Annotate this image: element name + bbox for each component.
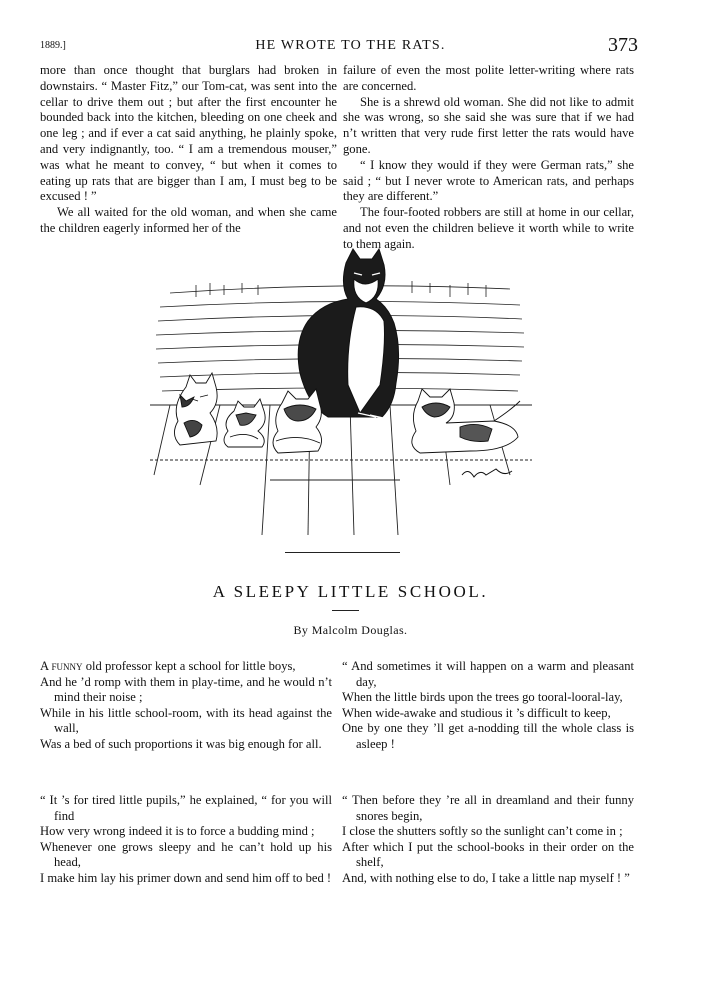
poem-stanza [40, 659, 332, 753]
poem-stanza [342, 659, 634, 753]
kitten [412, 389, 520, 453]
paragraph: She is a shrewd old woman. She did not like to admit she was wrong, so she said she was sure that if we had n’t written that very rude first letter the rats would have gone. [343, 94, 634, 156]
poem-line: How very wrong indeed it is to force a budding mind ; [40, 824, 315, 839]
page-number: 373 [608, 34, 638, 56]
poem-line: A funny old professor kept a school for little boys, [40, 659, 296, 673]
paragraph: failure of even the most polite letter-writing where rats are concerned. [343, 63, 634, 93]
kitten [273, 389, 322, 453]
section-divider [285, 552, 400, 553]
cats-illustration [150, 245, 532, 535]
poem-line: “ Then before they ’re all in dreamland and their funny snores begin, [342, 793, 634, 823]
poem-line: And, with nothing else to do, I take a little nap myself ! ” [342, 870, 630, 885]
poem-line: When the little birds upon the trees go tooral-looral-lay, [342, 690, 623, 705]
paragraph: more than once thought that burglars had broken in downstairs. “ Master Fitz,” our Tom-cat, was sent into the cellar to drive them out ; but after the first encounter he bounded back into the kitchen, bleeding on one cheek and one leg ; and if ever a cat said anything, he plainly spoke, and very indignantly, too. “ I am a tremendous mouser,” was what he meant to convey, “ but when it comes to eating up rats that are bigger than I am, I must beg to be excused ! ” [40, 63, 337, 204]
poem-stanza [40, 793, 332, 887]
paragraph: The four-footed robbers are still at home in our cellar, and not even the children believe it worth while to write to them again. [343, 205, 634, 251]
header-year: 1889.] [40, 40, 66, 51]
kitten [174, 373, 217, 445]
kitten [224, 399, 265, 447]
poem-line: One by one they ’ll get a-nodding till the whole class is asleep ! [342, 721, 634, 751]
poem-line: I close the shutters softly so the sunlight can’t come in ; [342, 824, 623, 839]
poem-line: Was a bed of such proportions it was big enough for all. [40, 736, 322, 751]
poem-line: “ It ’s for tired little pupils,” he explained, “ for you will find [40, 793, 332, 823]
artist-signature [462, 469, 512, 477]
drop-small-caps: A funny [40, 659, 83, 673]
poem-line: While in his little school-room, with its head against the wall, [40, 705, 332, 736]
text-column-right [343, 63, 634, 253]
byline: By Malcolm Douglas. [293, 623, 408, 637]
poem-line: “ And sometimes it will happen on a warm and pleasant day, [342, 659, 634, 689]
poem-line: I make him lay his primer down and send him off to bed ! [40, 870, 332, 885]
text-column-left [40, 63, 337, 237]
poem-title: A SLEEPY LITTLE SCHOOL. [212, 582, 489, 601]
paragraph: “ I know they would if they were German rats,” she said ; “ but I never wrote to American rats, and perhaps they are different.” [343, 157, 634, 204]
poem-line: After which I put the school-books in their order on the shelf, [342, 839, 634, 870]
poem-stanza [342, 793, 634, 887]
paragraph: We all waited for the old woman, and when she came the children eagerly informed her of the [40, 205, 337, 235]
poem-line: When wide-awake and studious it ’s difficult to keep, [342, 705, 611, 720]
header-title: HE WROTE TO THE RATS. [255, 38, 446, 53]
poem-line: And he ’d romp with them in play-time, and he would n’t mind their noise ; [40, 674, 332, 705]
title-rule [332, 610, 359, 611]
poem-line: Whenever one grows sleepy and he can’t hold up his head, [40, 839, 332, 870]
